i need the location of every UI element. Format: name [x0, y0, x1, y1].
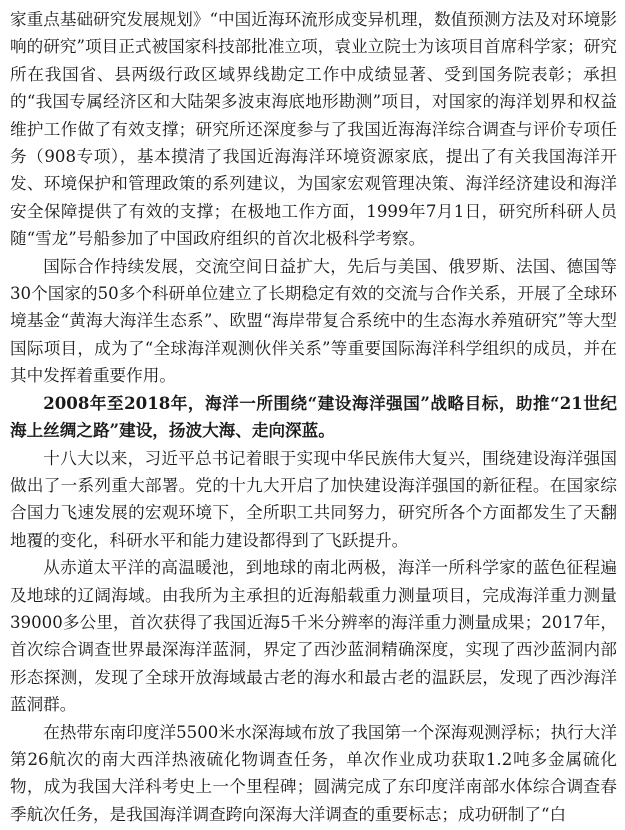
- paragraph-2: 国际合作持续发展，交流空间日益扩大，先后与美国、俄罗斯、法国、德国等30个国家的50多个科研单位建立了长期稳定有效的交流与合作关系，开展了全球环境基金“黄海大海洋生态系”、欧盟“海岸带复合系统中的生态海水养殖研究”等大型国际项目，成为了“全球海洋观测伙伴关系”等重要国际海洋科学组织的成员，并在其中发挥着重要作用。: [10, 256, 617, 386]
- paragraph-4: 十八大以来，习近平总书记着眼于实现中华民族伟大复兴，围绕建设海洋强国做出了一系列重大部署。党的十九大开启了加快建设海洋强国的新征程。在国家综合国力飞速发展的宏观环境下，全所职工共同努力，研究所各个方面都发生了天翻地覆的变化，科研水平和能力建设都得到了飞跃提升。: [10, 448, 617, 550]
- paragraph-6: 在热带东南印度洋5500米水深海域布放了我国第一个深海观测浮标；执行大洋第26航次的南大西洋热液硫化物调查任务，单次作业成功获取1.2吨多金属硫化物，成为我国大洋科考史上一个里程碑；圆满完成了东印度洋南部水体综合调查春季航次任务，是我国海洋调查跨向深海大洋调查的重要标志；成功研制了“白: [10, 722, 617, 824]
- document-page: [10, 6, 617, 828]
- paragraph-3-heading: 2008年至2018年，海洋一所围绕“建设海洋强国”战略目标，助推“21世纪海上丝绸之路”建设，扬波大海、走向深蓝。: [10, 392, 617, 441]
- paragraph-5: 从赤道太平洋的高温暖池，到地球的南北两极，海洋一所科学家的蓝色征程遍及地球的辽阔海域。由我所为主承担的近海船载重力测量项目，完成海洋重力测量39000多公里，首次获得了我国近海5千米分辨率的海洋重力测量成果；2017年，首次综合调查世界最深海洋蓝洞，界定了西沙蓝洞精确深度，实现了西沙蓝洞内部形态探测，发现了全球开放海域最古老的海水和最古老的温跃层，发现了西沙海洋蓝洞群。: [10, 558, 617, 715]
- paragraph-1: 家重点基础研究发展规划》“中国近海环流形成变异机理，数值预测方法及对环境影响的研究”项目正式被国家科技部批准立项，袁业立院士为该项目首席科学家；研究所在我国省、县两级行政区域界线勘定工作中成绩显著、受到国务院表彰；承担的“我国专属经济区和大陆架多波束海底地形勘测”项目，对国家的海洋划界和权益维护工作做了有效支撑；研究所还深度参与了我国近海海洋综合调查与评价专项任务（908专项），基本摸清了我国近海海洋环境资源家底，提出了有关我国海洋开发、环境保护和管理政策的系列建议，为国家宏观管理决策、海洋经济建设和海洋安全保障提供了有效的支撑；在极地工作方面，1999年7月1日，研究所科研人员随“雪龙”号船参加了中国政府组织的首次北极科学考察。: [10, 10, 617, 249]
